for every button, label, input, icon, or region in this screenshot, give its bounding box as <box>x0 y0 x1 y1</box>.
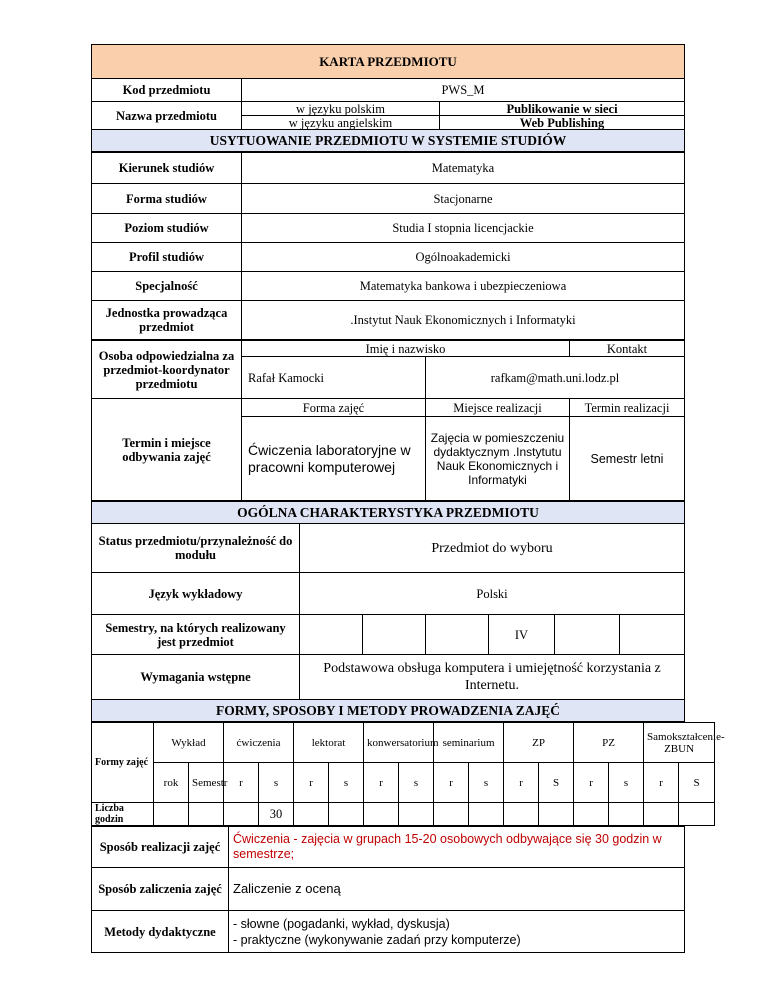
sub-cell: S <box>539 763 574 803</box>
zaliczenie-value: Zaliczenie z oceną <box>229 868 685 911</box>
status-value: Przedmiot do wyboru <box>300 524 685 573</box>
hours-cwiczenia-s: 30 <box>259 803 294 826</box>
termin-forma: Ćwiczenia laboratoryjne w pracowni komputerowej <box>242 417 426 501</box>
formy-wyklad: Wykład <box>154 723 224 763</box>
sub-cell: r <box>504 763 539 803</box>
nazwa-pl-label: w języku polskim <box>242 102 440 116</box>
metody-label: Metody dydaktyczne <box>92 911 229 953</box>
osoba-col-contact: Kontakt <box>570 341 685 357</box>
row-label-kierunek: Kierunek studiów <box>92 153 242 184</box>
sposob-table <box>91 826 685 953</box>
termin-col-miejsce: Miejsce realizacji <box>426 399 570 417</box>
semestr-cell-2 <box>363 615 426 655</box>
formy-seminarium: seminarium <box>434 723 504 763</box>
formy-cwiczenia: ćwiczenia <box>224 723 294 763</box>
zaliczenie-label: Sposób zaliczenia zajęć <box>92 868 229 911</box>
metody-line-2: - praktyczne (wykonywanie zadań przy komputerze) <box>233 932 521 947</box>
charakterystyka-table <box>91 501 685 722</box>
sposob-value: Ćwiczenia - zajęcia w grupach 15-20 osobowych odbywające się 30 godzin w semestrze; <box>229 827 685 868</box>
jezyk-label: Język wykładowy <box>92 573 300 615</box>
section-charakterystyka: OGÓLNA CHARAKTERYSTYKA PRZEDMIOTU <box>92 502 685 524</box>
wymagania-value: Podstawowa obsługa komputera i umiejętność korzystania z Internetu. <box>300 655 685 700</box>
semestr-cell-iv: IV <box>489 615 555 655</box>
row-value-profil: Ogólnoakademicki <box>242 243 685 272</box>
row-label-forma: Forma studiów <box>92 184 242 214</box>
metody-value <box>229 911 685 953</box>
metody-line-1: - słowne (pogadanki, wykład, dyskusja) <box>233 916 450 931</box>
status-label: Status przedmiotu/przynależność do modułu <box>92 524 300 573</box>
semestr-cell-3 <box>426 615 489 655</box>
termin-col-forma: Forma zajęć <box>242 399 426 417</box>
sub-cell: s <box>609 763 644 803</box>
row-label-specjalnosc: Specjalność <box>92 272 242 301</box>
sub-cell: s <box>469 763 504 803</box>
nazwa-en-value: Web Publishing <box>440 116 685 130</box>
wymagania-label: Wymagania wstępne <box>92 655 300 700</box>
kod-label: Kod przedmiotu <box>92 79 242 102</box>
semestry-label: Semestry, na których realizowany jest przedmiot <box>92 615 300 655</box>
row-label-profil: Profil studiów <box>92 243 242 272</box>
row-value-kierunek: Matematyka <box>242 153 685 184</box>
header-table <box>91 44 685 152</box>
termin-miejsce: Zajęcia w pomieszczeniu dydaktycznym .Instytutu Nauk Ekonomicznych i Informatyki <box>426 417 570 501</box>
hours-cwiczenia-r <box>224 803 259 826</box>
osoba-name: Rafał Kamocki <box>242 357 426 399</box>
termin-termin: Semestr letni <box>570 417 685 501</box>
formy-table <box>91 722 725 826</box>
liczba-label: Liczba godzin <box>92 803 154 826</box>
jezyk-value: Polski <box>300 573 685 615</box>
row-label-poziom: Poziom studiów <box>92 214 242 243</box>
semestr-cell-1 <box>300 615 363 655</box>
formy-lektorat: lektorat <box>294 723 364 763</box>
sub-cell: r <box>224 763 259 803</box>
sub-cell: s <box>329 763 364 803</box>
formy-konwersatorium: konwersatorium <box>364 723 434 763</box>
sub-cell: r <box>294 763 329 803</box>
section-formy: FORMY, SPOSOBY I METODY PROWADZENIA ZAJĘĆ <box>92 700 685 722</box>
formy-samoksztalcenie: Samokształcenie-ZBUN <box>644 723 715 763</box>
section-usytuowanie: USYTUOWANIE PRZEDMIOTU W SYSTEMIE STUDIÓW <box>92 130 685 152</box>
sub-cell: S <box>679 763 715 803</box>
row-value-jednostka: .Instytut Nauk Ekonomicznych i Informatyki <box>242 301 685 340</box>
sub-cell: s <box>399 763 434 803</box>
osoba-col-name: Imię i nazwisko <box>242 341 570 357</box>
row-value-specjalnosc: Matematyka bankowa i ubezpieczeniowa <box>242 272 685 301</box>
sub-cell: r <box>434 763 469 803</box>
formy-zp: ZP <box>504 723 574 763</box>
formy-label: Formy zajęć <box>92 723 154 803</box>
nazwa-pl-value: Publikowanie w sieci <box>440 102 685 116</box>
sub-cell: r <box>644 763 679 803</box>
osoba-contact: rafkam@math.uni.lodz.pl <box>426 357 685 399</box>
row-value-poziom: Studia I stopnia licencjackie <box>242 214 685 243</box>
sub-rok: rok <box>154 763 189 803</box>
semestr-cell-6 <box>620 615 685 655</box>
formy-pz: PZ <box>574 723 644 763</box>
nazwa-label: Nazwa przedmiotu <box>92 102 242 130</box>
sub-cell: r <box>364 763 399 803</box>
row-value-forma: Stacjonarne <box>242 184 685 214</box>
kod-value: PWS_M <box>242 79 685 102</box>
semestr-cell-5 <box>555 615 620 655</box>
course-card <box>91 44 725 953</box>
osoba-termin-table <box>91 340 685 501</box>
row-label-jednostka: Jednostka prowadząca przedmiot <box>92 301 242 340</box>
termin-label: Termin i miejsce odbywania zajęć <box>92 399 242 501</box>
termin-col-termin: Termin realizacji <box>570 399 685 417</box>
card-title: KARTA PRZEDMIOTU <box>92 45 685 79</box>
osoba-label: Osoba odpowiedzialna za przedmiot-koordynator przedmiotu <box>92 341 242 399</box>
sub-cell: s <box>259 763 294 803</box>
usytuowanie-table <box>91 152 685 340</box>
sub-cell: r <box>574 763 609 803</box>
nazwa-en-label: w języku angielskim <box>242 116 440 130</box>
sub-semestr: Semestr <box>189 763 224 803</box>
sposob-label: Sposób realizacji zajęć <box>92 827 229 868</box>
